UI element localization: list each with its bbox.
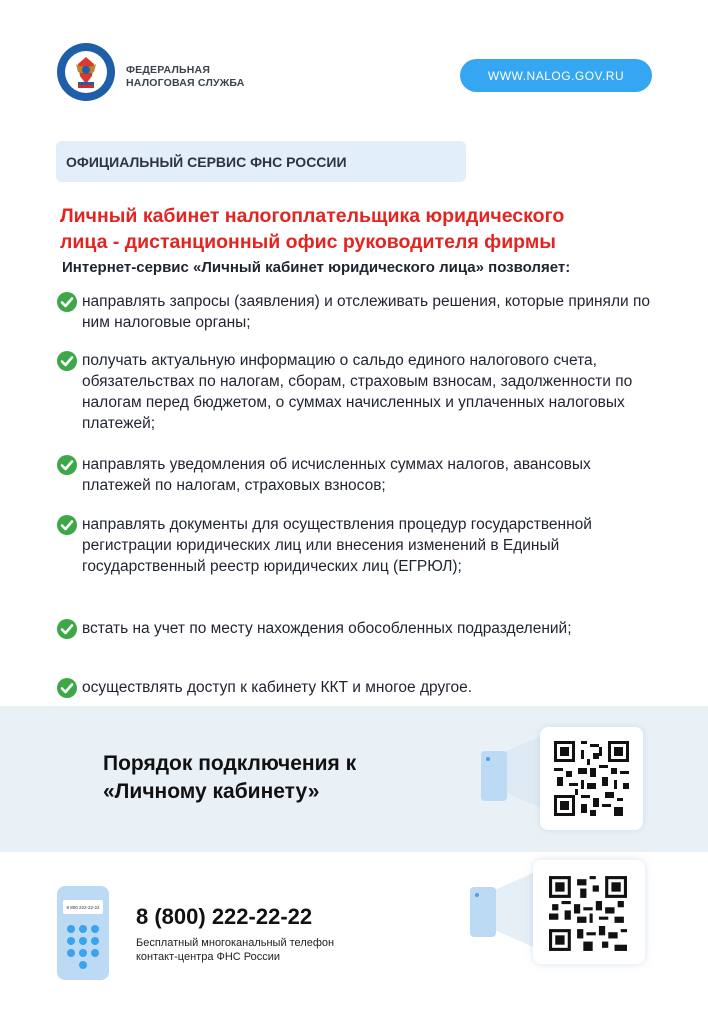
check-icon bbox=[57, 455, 77, 475]
phone-icon bbox=[481, 751, 507, 801]
qr-card bbox=[540, 727, 643, 830]
qr-code-icon[interactable] bbox=[554, 741, 629, 816]
official-service-badge bbox=[56, 141, 466, 182]
website-link-button[interactable]: WWW.NALOG.GOV.RU bbox=[460, 59, 652, 92]
badge-label: ОФИЦИАЛЬНЫЙ СЕРВИС ФНС РОССИИ bbox=[66, 153, 347, 170]
phone-screen-number: 8 800 222-22-22 bbox=[63, 900, 103, 914]
page-title-line1: Личный кабинет налогоплательщика юридического bbox=[60, 205, 565, 227]
list-item-text: направлять запросы (заявления) и отслеживать решения, которые приняли по ним налоговые органы; bbox=[82, 293, 650, 331]
qr-code-icon[interactable] bbox=[549, 876, 627, 951]
list-item-text: получать актуальную информацию о сальдо единого налогового счета, обязательствах по налогам, сборам, страховым взносам, задолженности по налогам перед бюджетом, о суммах начисленных и уплаченных налоговых платежей; bbox=[82, 352, 633, 432]
hotline-phone-number[interactable]: 8 (800) 222-22-22 bbox=[136, 904, 313, 929]
qr-card bbox=[533, 860, 645, 964]
page-title-line2: лица - дистанционный офис руководителя фирмы bbox=[60, 231, 556, 253]
phone-icon bbox=[470, 887, 496, 937]
intro-text: Интернет-сервис «Личный кабинет юридического лица» позволяет: bbox=[62, 259, 571, 276]
fns-emblem-icon bbox=[56, 42, 116, 102]
check-icon bbox=[57, 351, 77, 371]
list-item-text: направлять документы для осуществления процедур государственной регистрации юридических лиц или внесения изменений в Единый государственный реестр юридических лиц (ЕГРЮЛ); bbox=[82, 516, 592, 575]
connection-title-line1: Порядок подключения к bbox=[103, 752, 357, 775]
connection-title-line2: «Личному кабинету» bbox=[103, 780, 320, 803]
check-icon bbox=[57, 678, 77, 698]
org-name-line2: НАЛОГОВАЯ СЛУЖБА bbox=[126, 77, 245, 89]
list-item-text: осуществлять доступ к кабинету ККТ и многое другое. bbox=[82, 679, 473, 696]
check-icon bbox=[57, 619, 77, 639]
check-icon bbox=[57, 515, 77, 535]
list-item-text: направлять уведомления об исчисленных суммах налогов, авансовых платежей по налогам, страховых взносов; bbox=[82, 456, 591, 494]
list-item-text: встать на учет по месту нахождения обособленных подразделений; bbox=[82, 620, 572, 637]
check-icon bbox=[57, 292, 77, 312]
hotline-description-line2: контакт-центра ФНС России bbox=[136, 951, 281, 963]
hotline-description-line1: Бесплатный многоканальный телефон bbox=[136, 937, 335, 949]
org-name-line1: ФЕДЕРАЛЬНАЯ bbox=[126, 64, 211, 76]
